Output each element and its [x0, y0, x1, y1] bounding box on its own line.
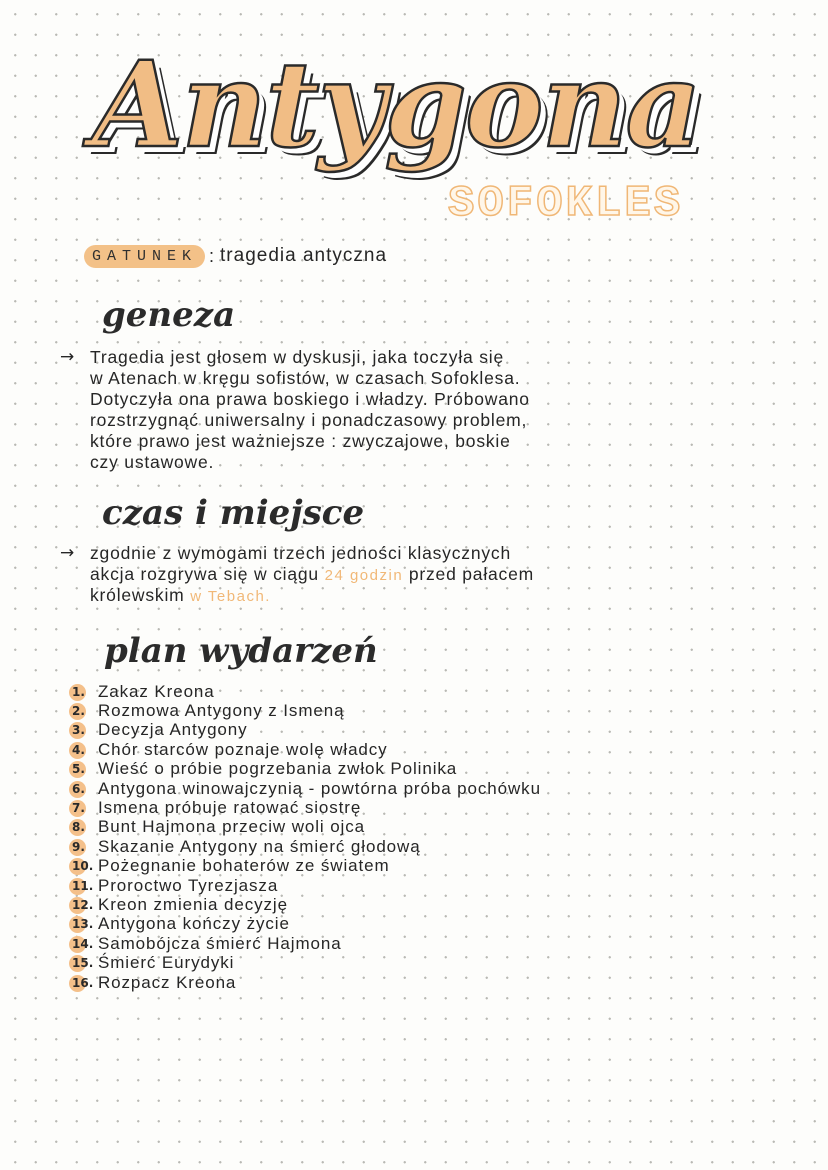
arrow-icon: →	[60, 543, 75, 563]
item-number: 1.	[72, 684, 85, 699]
paragraph-line: Dotyczyła ona prawa boskiego i władzy. Próbowano	[90, 389, 530, 409]
list-item	[66, 779, 541, 798]
number-badge	[66, 857, 98, 875]
paragraph-line	[90, 564, 534, 585]
text-segment: królewskim	[90, 585, 191, 605]
paragraph-line: które prawo jest ważniejsze : zwyczajowe, boskie	[90, 431, 511, 451]
event-text: Pożegnanie bohaterów ze światem	[98, 856, 390, 876]
item-number: 4.	[72, 742, 85, 757]
author-name: SOFOKLES	[448, 179, 684, 229]
event-text: Zakaz Kreona	[98, 681, 215, 701]
number-badge	[66, 721, 98, 739]
item-number: 9.	[72, 839, 85, 854]
genre-row	[84, 242, 387, 270]
item-number: 3.	[72, 723, 85, 738]
number-badge	[66, 818, 98, 836]
number-badge	[66, 838, 98, 856]
genre-label-badge: GATUNEK	[84, 245, 205, 268]
item-number: 15.	[72, 956, 94, 971]
list-item	[66, 915, 541, 934]
item-number: 2.	[72, 704, 85, 719]
event-text: Rozpacz Kreona	[98, 972, 237, 992]
number-badge	[66, 974, 98, 992]
genre-separator: :	[209, 245, 215, 266]
genre-value: tragedia antyczna	[220, 245, 388, 266]
geneza-paragraph	[90, 347, 530, 473]
event-text: Chór starców poznaje wolę władcy	[98, 739, 388, 759]
list-item	[66, 837, 541, 856]
number-badge	[66, 780, 98, 798]
number-badge	[66, 915, 98, 933]
list-item	[66, 740, 541, 759]
event-text: Samobójcza śmierć Hajmona	[98, 933, 342, 953]
event-text: Kreon zmienia decyzję	[98, 895, 288, 914]
list-item	[66, 953, 541, 972]
number-badge	[66, 799, 98, 817]
event-text: Skazanie Antygony na śmierć głodową	[98, 836, 421, 856]
event-text: Wieść o próbie pogrzebania zwłok Polinika	[98, 759, 458, 779]
paragraph-line	[90, 585, 534, 606]
paragraph-line: zgodnie z wymogami trzech jedności klasycznych	[90, 543, 511, 563]
list-item	[66, 798, 541, 817]
event-text: Decyzja Antygony	[98, 720, 248, 740]
paragraph-line: w Atenach w kręgu sofistów, w czasach Sofoklesa.	[90, 368, 521, 388]
number-badge	[66, 702, 98, 720]
list-item	[66, 895, 541, 914]
list-item	[66, 973, 541, 992]
event-text: Rozmowa Antygony z Ismeną	[98, 701, 345, 721]
item-number: 8.	[72, 820, 85, 835]
item-number: 11.	[72, 878, 94, 893]
event-text: Antygona winowajczynią - powtórna próba pochówku	[98, 778, 541, 798]
event-text: Bunt Hajmona przeciw woli ojca	[98, 817, 365, 837]
list-item	[66, 760, 541, 779]
paragraph-line: Tragedia jest głosem w dyskusji, jaka toczyła się	[90, 347, 504, 367]
item-number: 16.	[72, 975, 94, 990]
list-item	[66, 701, 541, 720]
event-text: Ismena próbuje ratować siostrę	[98, 798, 362, 818]
item-number: 6.	[72, 781, 85, 796]
number-badge	[66, 935, 98, 953]
paragraph-line: rozstrzygnąć uniwersalny i ponadczasowy problem,	[90, 410, 528, 430]
arrow-icon: →	[60, 347, 75, 367]
czas-paragraph	[90, 543, 534, 606]
list-item	[66, 876, 541, 895]
text-segment: przed pałacem	[403, 564, 535, 584]
item-number: 7.	[72, 801, 85, 816]
number-badge	[66, 877, 98, 895]
number-badge	[66, 954, 98, 972]
list-item	[66, 934, 541, 953]
list-item	[66, 721, 541, 740]
list-item	[66, 818, 541, 837]
item-number: 13.	[72, 917, 94, 932]
item-number: 14.	[72, 936, 94, 951]
number-badge	[66, 683, 98, 701]
number-badge	[66, 896, 98, 914]
item-number: 10.	[72, 859, 94, 874]
number-badge	[66, 741, 98, 759]
section-heading-czas-i-miejsce: czas i miejsce	[102, 493, 365, 533]
events-list	[66, 682, 541, 992]
page-title: Antygona	[92, 35, 700, 174]
event-text: Śmierć Eurydyki	[98, 953, 235, 973]
section-heading-plan-wydarzen: plan wydarzeń	[104, 631, 378, 671]
highlighted-duration: 24 godzin	[324, 567, 404, 584]
number-badge	[66, 760, 98, 778]
text-segment: akcja rozgrywa się w ciągu	[90, 564, 325, 584]
item-number: 12.	[72, 897, 94, 912]
list-item	[66, 857, 541, 876]
event-text: Antygona kończy życie	[98, 914, 290, 934]
section-heading-geneza: geneza	[102, 295, 236, 335]
item-number: 5.	[72, 762, 85, 777]
highlighted-place: w Tebach.	[190, 588, 271, 605]
paragraph-line: czy ustawowe.	[90, 452, 215, 472]
list-item	[66, 682, 541, 701]
event-text: Proroctwo Tyrezjasza	[98, 875, 279, 895]
